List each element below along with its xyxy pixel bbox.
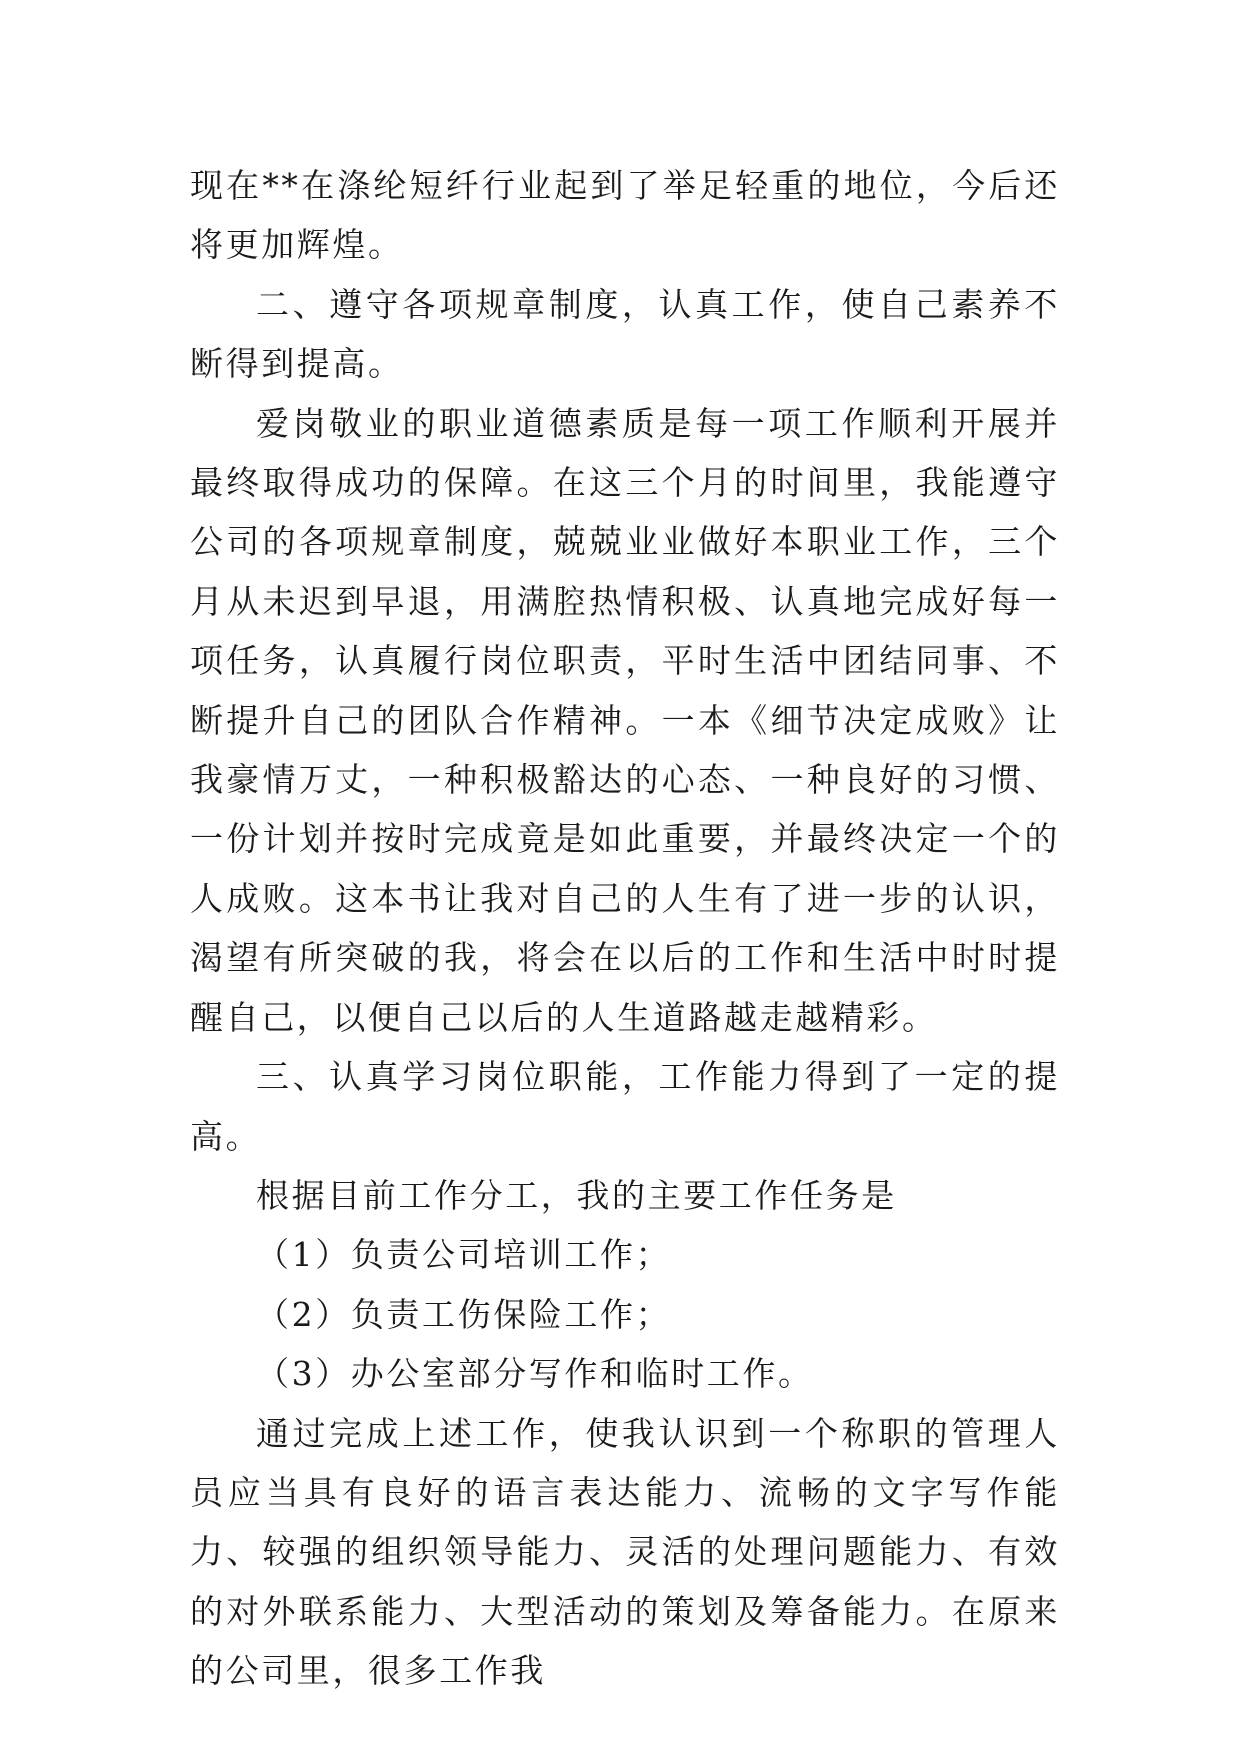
paragraph-conclusion: 通过完成上述工作，使我认识到一个称职的管理人员应当具有良好的语言表达能力、流畅的文字写作能力、较强的组织领导能力、灵活的处理问题能力、有效的对外联系能力、大型活动的策划及筹备能力。在原来的公司里，很多工作我 <box>190 1413 1060 1691</box>
paragraph-tasks-intro: 根据目前工作分工，我的主要工作任务是 <box>256 1175 897 1215</box>
section-heading-2: 二、遵守各项规章制度，认真工作，使自己素养不断得到提高。 <box>190 284 1060 384</box>
paragraph-dedication: 爱岗敬业的职业道德素质是每一项工作顺利开展并最终取得成功的保障。在这三个月的时间里，我能遵守公司的各项规章制度，兢兢业业做好本职业工作，三个月从未迟到早退，用满腔热情积极、认真地完成好每一项任务，认真履行岗位职责，平时生活中团结同事、不断提升自己的团队合作精神。一本《细节决定成败》让我豪情万丈，一种积极豁达的心态、一种良好的习惯、一份计划并按时完成竟是如此重要，并最终决定一个的人成败。这本书让我对自己的人生有了进一步的认识，渴望有所突破的我，将会在以后的工作和生活中时时提醒自己，以便自己以后的人生道路越走越精彩。 <box>190 403 1060 1037</box>
task-item-3: （3）办公室部分写作和临时工作。 <box>256 1354 814 1394</box>
task-item-1: （1）负责公司培训工作； <box>256 1235 672 1275</box>
paragraph-continuation: 现在**在涤纶短纤行业起到了举足轻重的地位，今后还将更加辉煌。 <box>190 166 1060 265</box>
document-body <box>190 156 1060 1701</box>
section-heading-3: 三、认真学习岗位职能，工作能力得到了一定的提高。 <box>190 1057 1060 1156</box>
task-item-2: （2）负责工伤保险工作； <box>256 1294 672 1334</box>
